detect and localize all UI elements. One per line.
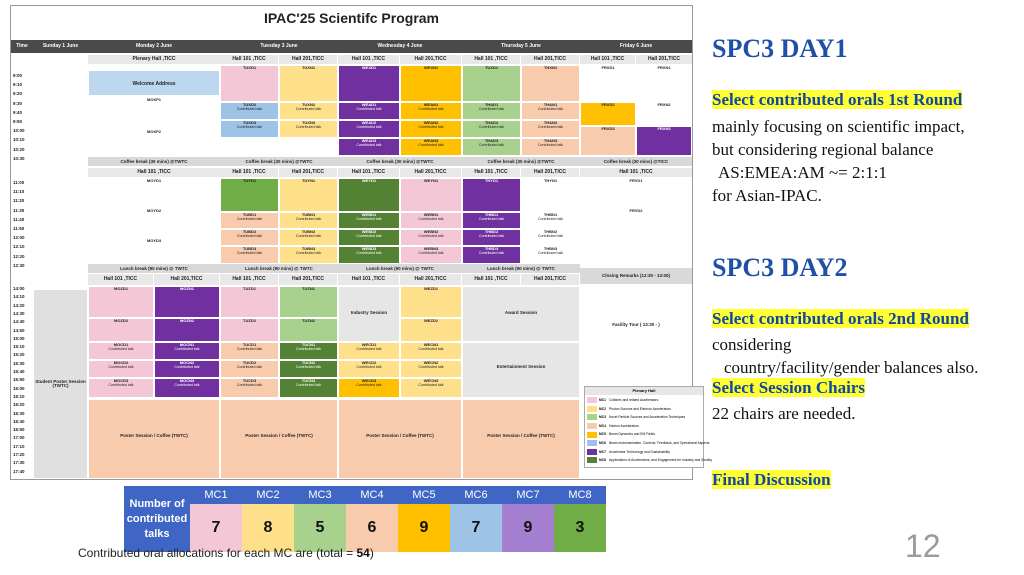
session-frxn3: FRXN3 (636, 126, 692, 156)
session-frxd2: FRXD2 (580, 102, 636, 126)
session-tuxd3: TUXD3 Contributed talk (220, 120, 279, 138)
time-label: 15:00 (13, 335, 25, 341)
day2-highlight: Select contributed orals 2nd Round (712, 309, 969, 328)
time-label: 12:20 (13, 253, 25, 259)
legend-row (587, 440, 710, 447)
coffee-break-friday: Coffee break (30 mins) @TICC (580, 157, 692, 166)
time-label: 10:10 (13, 137, 25, 143)
legend-swatch (587, 397, 597, 403)
session-wead2: WEAD2 Contributed talk (338, 120, 400, 138)
session-thbd2: THBD2 Contributed talk (462, 229, 521, 246)
student-poster-session: Student Poster Session (TWTC) (33, 289, 88, 479)
mc-table-label: Number of contributed talks (124, 486, 190, 552)
chairs-heading: Select Session Chairs (712, 378, 865, 397)
lunch-break-tuesday: Lunch break (90 mins) @ TWTC (220, 264, 338, 273)
session-moxp1: MOXP1 (88, 97, 220, 129)
time-label: 15:20 (13, 352, 25, 358)
time-label: 14:50 (13, 327, 25, 333)
time-label: 9:20 (13, 91, 23, 97)
day2-highlight-line (712, 309, 969, 329)
session-fryd2: FRYD2 (580, 208, 692, 238)
coffee-break-monday: Coffee break (30 mins) @TWTC (88, 157, 220, 166)
session-webn1: WEBN1 Contributed talk (400, 212, 462, 229)
session-webd1: WEBD1 Contributed talk (338, 212, 400, 229)
session-tuzd1: TUZD1 (220, 286, 279, 318)
hall-header: Hall 201,TICC (279, 274, 337, 285)
mc-header: MC7 (502, 486, 554, 504)
hall-header: Hall 201,TICC (636, 55, 692, 64)
legend-code: MC1 (599, 398, 606, 402)
legend-label: Hadron Accelerators (608, 423, 639, 428)
time-label: 11:00 (13, 180, 25, 185)
session-than1: THAN1 Contributed talk (521, 102, 580, 120)
time-label: 14:00 (13, 286, 25, 291)
legend-label: Novel Particle Sources and Acceleration Techniques (608, 415, 686, 420)
mc-header: MC4 (346, 486, 398, 504)
session-tuzn1: TUZN1 (279, 286, 338, 318)
time-label: 11:20 (13, 198, 25, 204)
time-label: 16:10 (13, 393, 25, 399)
hall-header: Hall 201,TICC (400, 274, 461, 285)
session-thbd1: THBD1 Contributed talk (462, 212, 521, 229)
time-label: 10:20 (13, 146, 25, 152)
session-tuyd1: TUYD1 (220, 178, 279, 212)
session-wecd2: WECD2 Contributed talk (338, 360, 400, 378)
session-wecd3: WECD3 Contributed talk (338, 378, 400, 398)
session-wead3: WEAD3 Contributed talk (338, 138, 400, 156)
legend-row (587, 457, 712, 464)
time-label: 15:40 (13, 369, 25, 374)
time-column (11, 53, 33, 479)
session-wexn1: WEXN1 (400, 65, 462, 102)
time-label: 9:00 (13, 73, 23, 78)
legend-row (587, 414, 701, 421)
time-label: 15:50 (13, 377, 25, 383)
final-discussion-line (712, 470, 831, 490)
hall-header: Hall 101 ,TICC (220, 274, 278, 285)
session-webd2: WEBD2 Contributed talk (338, 229, 400, 246)
time-label: 11:10 (13, 189, 25, 195)
session-than2: THAN2 Contributed talk (521, 120, 580, 138)
mc-value: 7 (450, 504, 502, 552)
mc-value: 3 (554, 504, 606, 552)
session-tucn2: TUCN2 Contributed talk (279, 360, 338, 378)
legend-swatch (587, 406, 597, 412)
mc-header: MC5 (398, 486, 450, 504)
mc-header: MC6 (450, 486, 502, 504)
session-mozd1: MOZD1 (88, 286, 154, 318)
session-wean2: WEAN2 Contributed talk (400, 120, 462, 138)
session-moyd1: MOYD1 (88, 178, 220, 208)
session-mocn2: MOCN2 Contributed talk (154, 360, 220, 378)
session-tucd2: TUCD2 Contributed talk (220, 360, 279, 378)
mc-value: 9 (502, 504, 554, 552)
session-wecn1: WECN1 Contributed talk (400, 342, 462, 360)
time-label: 14:30 (13, 310, 25, 316)
mc-value: 5 (294, 504, 346, 552)
time-label: 17:00 (13, 435, 25, 441)
hall-header: Hall 101 ,TICC (88, 168, 220, 177)
time-label: 9:40 (13, 109, 23, 115)
mc-value: 8 (242, 504, 294, 552)
hall-header: Hall 101 ,TICC (338, 55, 399, 64)
session-tucn1: TUCN1 Contributed talk (279, 342, 338, 360)
legend-swatch (587, 440, 597, 446)
session-thxn1: THXN1 (521, 65, 580, 102)
session-thbn2: THBN2 Contributed talk (521, 229, 580, 246)
hall-header: Hall 201,TICC (521, 168, 579, 177)
time-label: 16:20 (13, 402, 25, 408)
hall-header: Hall 101 ,TICC (338, 168, 399, 177)
legend-code: MC3 (599, 415, 606, 420)
session-tuxd1: TUXD1 (220, 65, 279, 102)
legend-swatch (587, 423, 597, 429)
hall-header: Hall 101 ,TICC (580, 55, 635, 64)
time-label: 10:30 (13, 155, 25, 161)
poster-session-tuesday: Poster Session / Coffee (TWTC) (220, 399, 338, 479)
session-thad3: THAD3 Contributed talk (462, 138, 521, 156)
session-thad2: THAD2 Contributed talk (462, 120, 521, 138)
legend-row (587, 423, 701, 430)
time-label: 17:40 (13, 468, 25, 474)
legend-code: MC4 (599, 423, 606, 428)
session-mocn3: MOCN3 Contributed talk (154, 378, 220, 398)
session-weyn1: WEYN1 (400, 178, 462, 212)
legend-title: Plenary Hall (585, 387, 703, 395)
legend-row (587, 406, 701, 413)
mc-legend (584, 386, 712, 468)
session-tuzn2: TUZN2 (279, 318, 338, 342)
day2-line: considering (712, 335, 792, 354)
time-label: 16:00 (13, 385, 25, 391)
time-label: 14:20 (13, 302, 25, 308)
header-wednesday: Wednesday 4 June (377, 43, 423, 49)
session-thad1: THAD1 Contributed talk (462, 102, 521, 120)
hall-header: Hall 201,TICC (400, 168, 461, 177)
session-thbn1: THBN1 Contributed talk (521, 212, 580, 229)
session-wezd2: WEZD2 (400, 318, 462, 342)
mc-header: MC3 (294, 486, 346, 504)
legend-code: MC8 (599, 458, 606, 463)
time-label: 16:40 (13, 418, 25, 424)
session-tuxn3: TUXN3 Contributed talk (279, 120, 338, 138)
time-label: 11:40 (13, 216, 25, 222)
legend-code: MC5 (599, 432, 606, 437)
time-label: 16:50 (13, 427, 25, 433)
header-monday: Monday 2 June (135, 43, 173, 49)
allocation-caption (78, 546, 374, 560)
session-tuyn1: TUYN1 (279, 178, 338, 212)
time-label: 17:30 (13, 460, 25, 466)
time-label: 9:10 (13, 82, 23, 88)
caption-text: Contributed oral allocations for each MC are (total = (78, 546, 357, 560)
session-wezd1: WEZD1 (400, 286, 462, 318)
mc-header: MC8 (554, 486, 606, 504)
day1-highlight-line (712, 90, 962, 110)
session-tuxn1: TUXN1 (279, 65, 338, 102)
hall-header: Hall 201,TICC (521, 55, 579, 64)
legend-label: Beam Instrumentation, Controls, Feedback, and Operational Aspects (608, 441, 710, 445)
session-frxn1: FRXN1 (636, 65, 692, 102)
facility-tour: Facility Tour ( 13:30 - ) (580, 286, 692, 384)
session-thyd1: THYD1 (462, 178, 521, 212)
session-tubn2: TUBN2 Contributed talk (279, 229, 338, 246)
legend-swatch (587, 432, 597, 438)
program-title: IPAC'25 Scientifc Program (263, 10, 439, 26)
session-wexd1: WEXD1 (338, 65, 400, 102)
session-tucd1: TUCD1 Contributed talk (220, 342, 279, 360)
session-mozn1: MOZN1 (154, 286, 220, 318)
time-label: 9:30 (13, 100, 23, 106)
lunch-break-monday: Lunch break (90 mins) @ TWTC (88, 264, 220, 273)
time-label: 12:00 (13, 235, 25, 241)
legend-label: Beam Dynamics and EM Fields (608, 432, 655, 437)
session-mozd2: MOZD2 (88, 318, 154, 342)
mc-value: 6 (346, 504, 398, 552)
session-webn3: WEBN3 Contributed talk (400, 246, 462, 264)
caption-end: ) (369, 546, 374, 560)
hall-header: Hall 101 ,TICC (462, 55, 520, 64)
session-moyd3: MOYD3 (88, 238, 220, 264)
welcome-address: Welcome Address (88, 70, 220, 96)
legend-label: Photon Sources and Electron Accelerators (608, 406, 671, 411)
time-label: 10:00 (13, 128, 25, 134)
day1-highlight: Select contributed orals 1st Round (712, 90, 963, 109)
session-tucn3: TUCN3 Contributed talk (279, 378, 338, 398)
session-wead1: WEAD1 Contributed talk (338, 102, 400, 120)
caption-total: 54 (356, 546, 370, 560)
session-webn2: WEBN2 Contributed talk (400, 229, 462, 246)
mc-value: 7 (190, 504, 242, 552)
session-fryd3 (580, 238, 692, 264)
session-tucd3: TUCD3 Contributed talk (220, 378, 279, 398)
day1-line: AS:EMEA:AM ~= 2:1:1 (718, 163, 887, 182)
session-thbd3: THBD3 Contributed talk (462, 246, 521, 264)
coffee-break-thursday: Coffee break (30 mins) @TWTC (462, 157, 580, 166)
header-time: Time (16, 43, 28, 49)
session-tuxn2: TUXN2 Contributed talk (279, 102, 338, 120)
session-mocd1: MOCD1 Contributed talk (88, 342, 154, 360)
session-frxd1: FRXD1 (580, 65, 636, 102)
session-wecn3: WECN3 Contributed talk (400, 378, 462, 398)
day1-line: for Asian-IPAC. (712, 186, 822, 205)
day2-body (712, 333, 978, 379)
day1-line: mainly focusing on scientific impact, (712, 117, 965, 136)
legend-swatch (587, 414, 597, 420)
session-wecd1: WECD1 Contributed talk (338, 342, 400, 360)
mc-talk-count-table (124, 486, 606, 552)
industry-session: Industry Session (338, 286, 400, 342)
legend-label: Applications of Accelerators, and Engagement for Industry and Society (608, 458, 712, 463)
scientific-program-table (10, 5, 712, 480)
entertainment-session: Entertainment Session (462, 342, 580, 398)
closing-remarks: Closing Remarks (12:30 - 13:00) (580, 268, 692, 284)
time-label: 11:50 (13, 226, 25, 231)
hall-header: Hall 201,TICC (521, 274, 579, 285)
session-than3: THAN3 Contributed talk (521, 138, 580, 156)
time-label: 12:10 (13, 244, 25, 250)
hall-header: Hall 101 ,TICC (220, 55, 278, 64)
page-number: 12 (905, 528, 941, 564)
hall-header: Hall 101 ,TICC (580, 168, 692, 177)
time-label: 17:10 (13, 443, 25, 449)
legend-label: Colliders and related Accelerators (608, 398, 659, 402)
legend-row (587, 431, 701, 438)
legend-swatch (587, 449, 597, 455)
session-tuxd2: TUXD2 Contributed talk (220, 102, 279, 120)
lunch-break-wednesday: Lunch break (90 mins) @ TWTC (338, 264, 462, 273)
hall-header: Hall 101 ,TICC (462, 168, 520, 177)
hall-header: Hall 201,TICC (279, 55, 337, 64)
mc-header: MC2 (242, 486, 294, 504)
coffee-break-tuesday: Coffee break (30 mins) @TWTC (220, 157, 338, 166)
mc-value: 9 (398, 504, 450, 552)
time-label: 17:20 (13, 452, 25, 457)
header-friday: Friday 6 June (619, 43, 653, 49)
session-moyd2: MOYD2 (88, 208, 220, 238)
day2-line: country/facility/gender balances also. (724, 358, 979, 377)
legend-row (587, 449, 701, 456)
session-wecn2: WECN2 Contributed talk (400, 360, 462, 378)
hall-header: Hall 101 ,TICC (338, 274, 399, 285)
hall-header: Hall 101 ,TICC (220, 168, 278, 177)
time-label: 14:40 (13, 319, 25, 325)
hall-header: Plenary Hall ,TICC (88, 55, 220, 64)
time-label: 15:30 (13, 360, 25, 366)
session-frxd3: FRXD3 (580, 126, 636, 156)
chairs-line: 22 chairs are needed. (712, 404, 856, 423)
session-thbn3: THBN3 Contributed talk (521, 246, 580, 264)
session-mocd2: MOCD2 Contributed talk (88, 360, 154, 378)
time-label: 11:30 (13, 207, 25, 213)
session-weyd1: WEYD1 (338, 178, 400, 212)
legend-row (587, 397, 701, 404)
hall-header: Hall 201,TICC (154, 274, 219, 285)
final-discussion: Final Discussion (712, 470, 831, 489)
legend-code: MC2 (599, 406, 606, 411)
lunch-break-thursday: Lunch break (90 mins) @ TWTC (462, 264, 580, 273)
header-tuesday: Tuesday 3 June (260, 43, 298, 49)
program-header-row (11, 40, 692, 53)
session-fryd1: FRYD1 (580, 178, 692, 208)
chairs-heading-line (712, 378, 865, 398)
time-label: 14:10 (13, 294, 25, 300)
session-tubn3: TUBN3 Contributed talk (279, 246, 338, 264)
header-sunday: Sunday 1 June (42, 43, 79, 49)
session-wean1: WEAN1 Contributed talk (400, 102, 462, 120)
hall-header: Hall 101 ,TICC (462, 274, 520, 285)
day1-title: SPC3 DAY1 (712, 34, 848, 63)
poster-session-wednesday: Poster Session / Coffee (TWTC) (338, 399, 462, 479)
session-mocn1: MOCN1 Contributed talk (154, 342, 220, 360)
session-tubd1: TUBD1 Contributed talk (220, 212, 279, 229)
day1-body (712, 115, 965, 207)
session-tuzd2: TUZD2 (220, 318, 279, 342)
hall-header: Hall 101 ,TICC (88, 274, 153, 285)
day2-title: SPC3 DAY2 (712, 253, 848, 282)
time-label: 9:50 (13, 119, 23, 124)
time-label: 15:10 (13, 344, 25, 350)
legend-label: Accelerator Technology and Sustainability (608, 449, 670, 454)
session-mozn2: MOZN2 (154, 318, 220, 342)
session-tubd2: TUBD2 Contributed talk (220, 229, 279, 246)
time-label: 12:30 (13, 262, 25, 268)
session-tubd3: TUBD3 Contributed talk (220, 246, 279, 264)
day1-line: but considering regional balance (712, 140, 934, 159)
session-webd3: WEBD3 Contributed talk (338, 246, 400, 264)
session-thyn1: THYN1 (521, 178, 580, 212)
session-moxp2: MOXP2 (88, 129, 220, 157)
session-mocd3: MOCD3 Contributed talk (88, 378, 154, 398)
legend-code: MC6 (599, 441, 606, 445)
award-session: Award Session (462, 286, 580, 342)
session-tubn1: TUBN1 Contributed talk (279, 212, 338, 229)
session-frxn2: FRXN2 (636, 102, 692, 126)
poster-session-monday: Poster Session / Coffee (TWTC) (88, 399, 220, 479)
session-thxd1: TUXD1 (462, 65, 521, 102)
time-label: 16:30 (13, 410, 25, 416)
coffee-break-wednesday: Coffee break (30 mins) @TWTC (338, 157, 462, 166)
legend-code: MC7 (599, 449, 606, 454)
header-thursday: Thursday 5 June (501, 43, 541, 49)
legend-swatch (587, 457, 597, 463)
hall-header: Hall 201,TICC (400, 55, 461, 64)
session-wean3: WEAN3 Contributed talk (400, 138, 462, 156)
poster-session-thursday: Poster Session / Coffee (TWTC) (462, 399, 580, 479)
hall-header: Hall 201,TICC (279, 168, 337, 177)
mc-header: MC1 (190, 486, 242, 504)
